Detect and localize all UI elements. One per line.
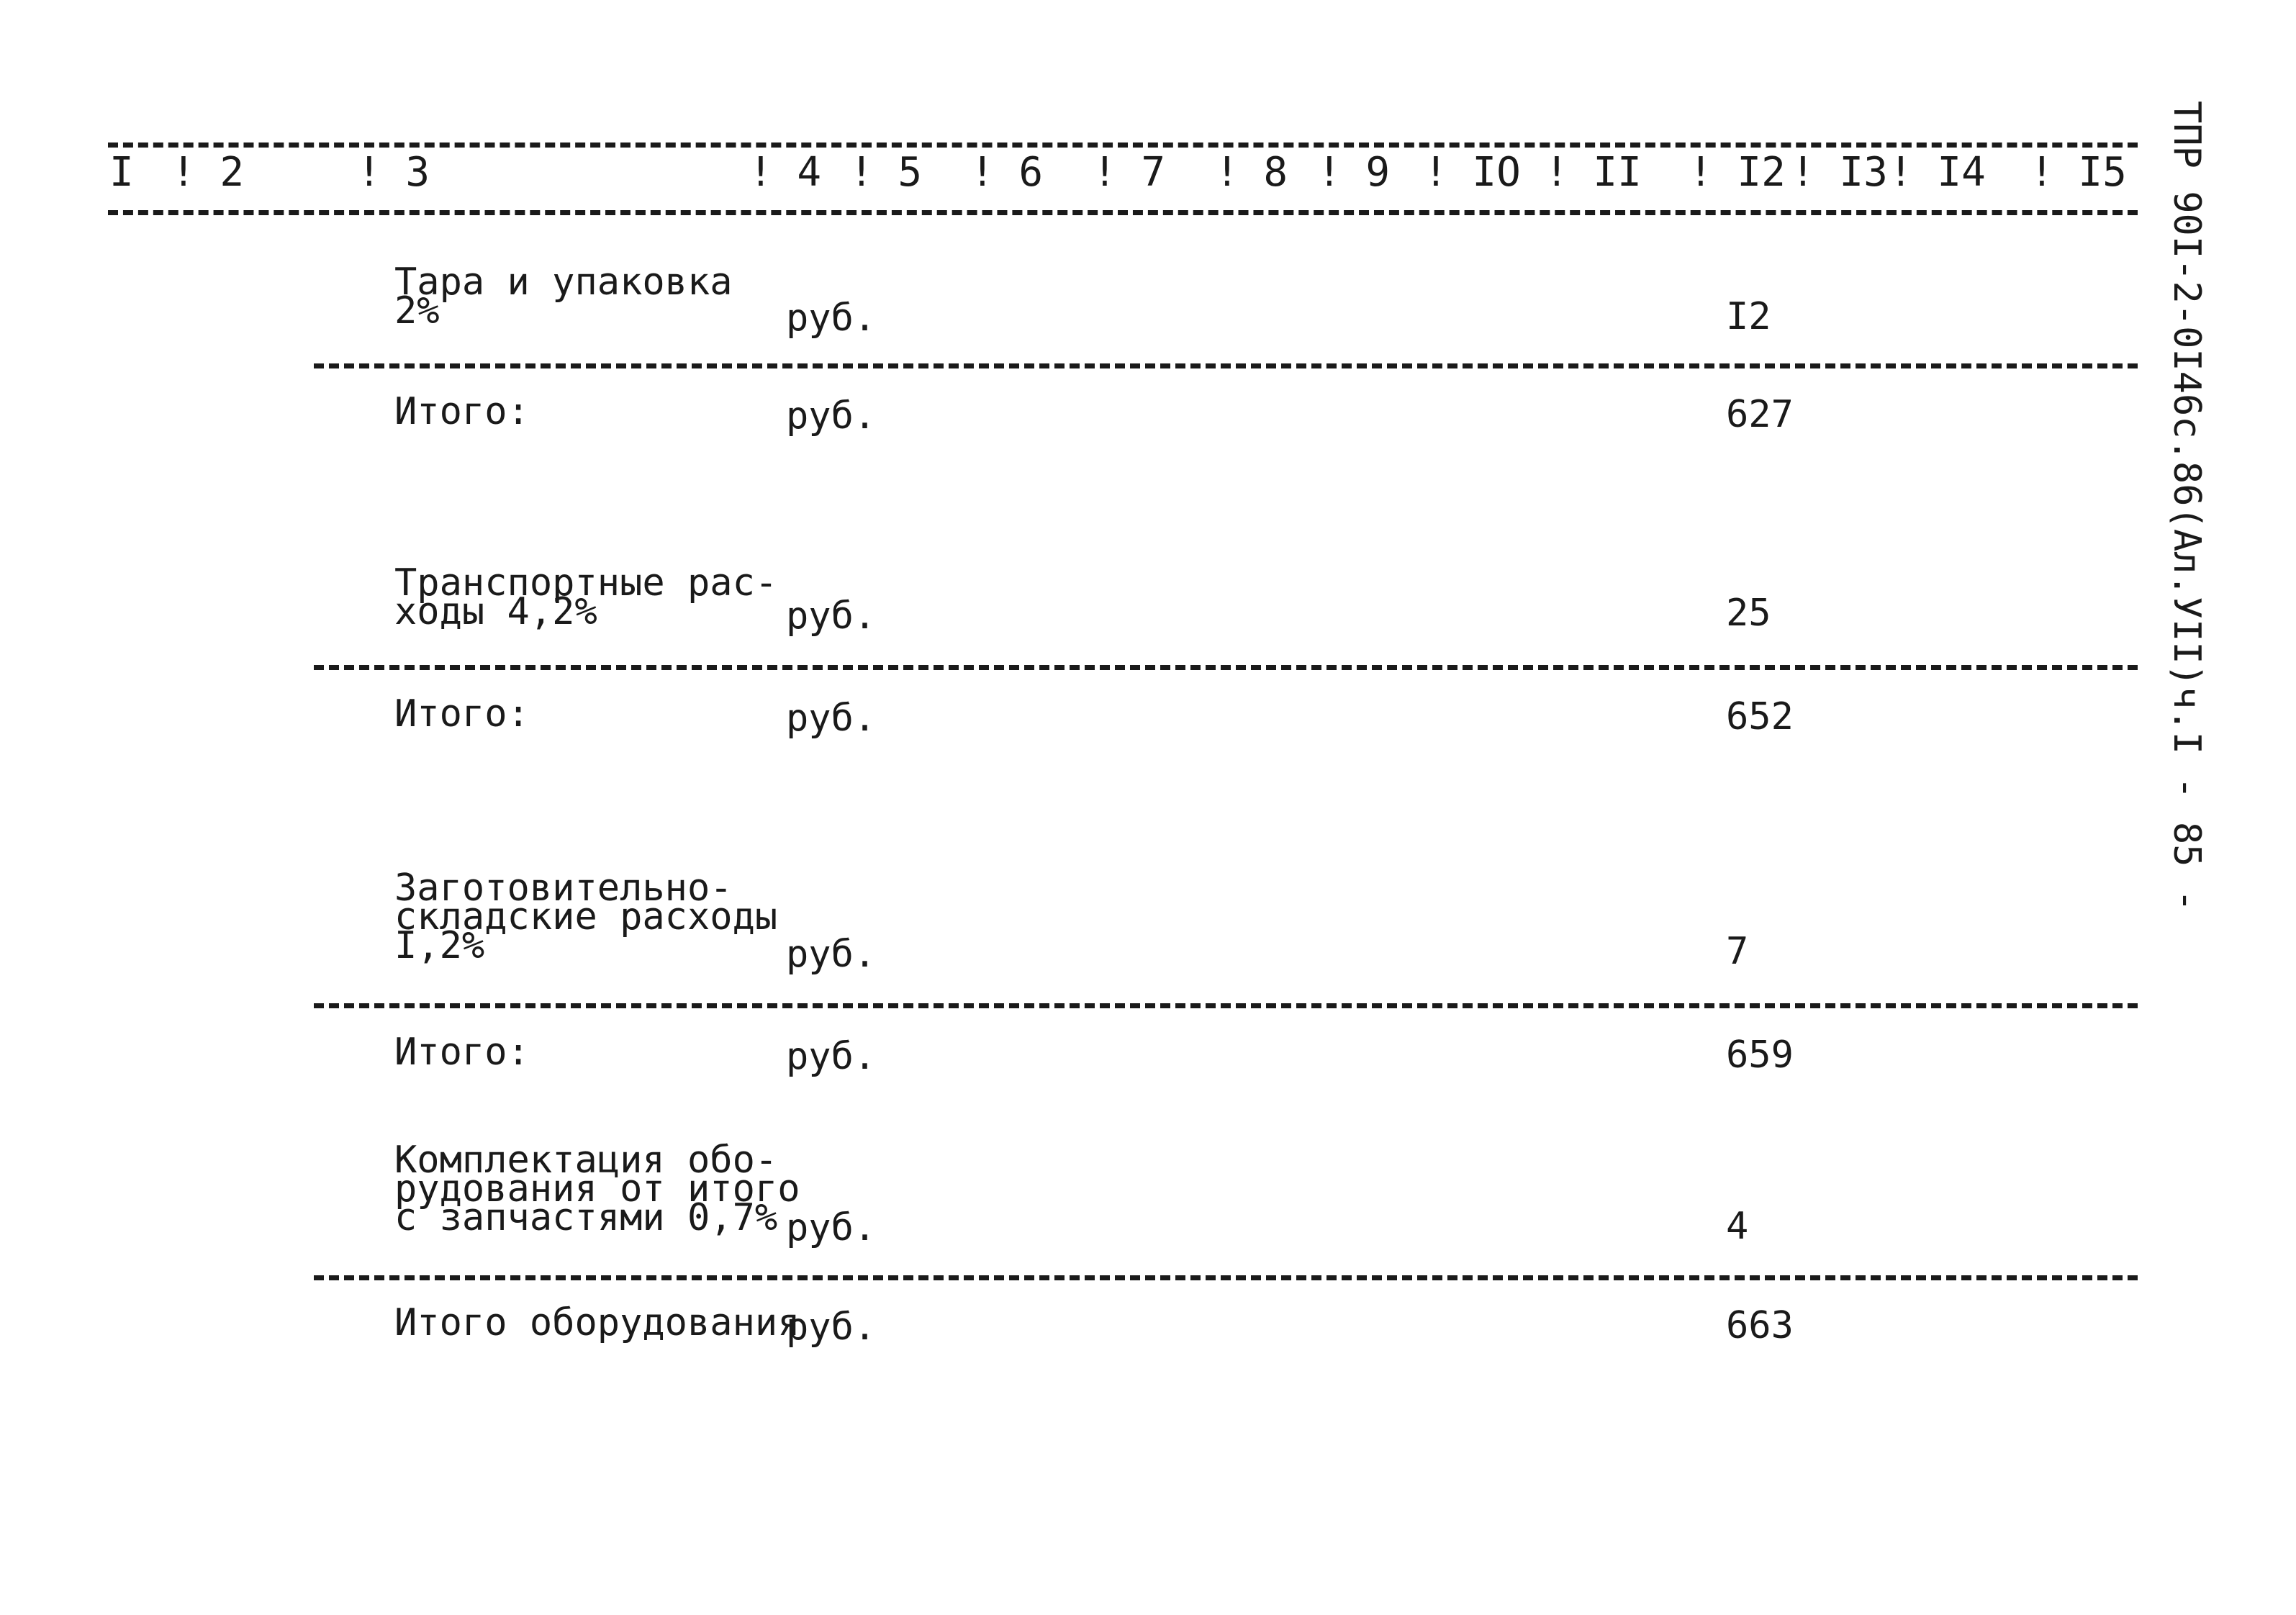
column-header-7: ! 7 (1093, 149, 1166, 196)
row-description-equipment-kit: Комплектация обо- рудования от итого с запчастями 0,7% (394, 1139, 800, 1239)
header-top-rule (108, 142, 2138, 148)
row-unit-packaging: руб. (786, 297, 877, 340)
column-header-15: ! I5 (2030, 149, 2127, 196)
row-value-subtotal-3: 659 (1726, 1033, 1794, 1077)
subtotal-rule-1 (314, 363, 2138, 368)
row-unit-transport: руб. (786, 594, 877, 638)
row-value-subtotal-2: 652 (1726, 695, 1794, 738)
column-header-3: ! 3 (357, 149, 430, 196)
row-unit-subtotal-3: руб. (786, 1035, 877, 1078)
column-header-5: ! 5 (849, 149, 923, 196)
row-description-packaging: Тара и упаковка 2% (394, 261, 733, 332)
row-unit-equipment-kit: руб. (786, 1206, 877, 1249)
column-header-6: ! 6 (970, 149, 1044, 196)
header-bottom-rule (108, 210, 2138, 215)
subtotal-rule-3 (314, 1003, 2138, 1008)
column-header-2: ! 2 (171, 149, 245, 196)
row-description-transport: Транспортные рас- ходы 4,2% (394, 561, 778, 633)
row-unit-subtotal-1: руб. (786, 394, 877, 438)
row-unit-equipment-total: руб. (786, 1306, 877, 1349)
row-description-subtotal-1: Итого: (394, 390, 530, 433)
column-header-10: ! IO (1424, 149, 1521, 196)
row-unit-subtotal-2: руб. (786, 697, 877, 740)
row-description-subtotal-3: Итого: (394, 1031, 530, 1074)
total-rule (314, 1275, 2138, 1280)
column-header-12: ! I2 (1689, 149, 1786, 196)
column-header-14: ! I4 (1889, 149, 1986, 196)
column-header-11: ! II (1545, 149, 1642, 196)
column-header-9: ! 9 (1317, 149, 1391, 196)
row-value-warehouse: 7 (1726, 930, 1749, 973)
subtotal-rule-2 (314, 665, 2138, 670)
row-unit-warehouse: руб. (786, 933, 877, 976)
row-description-subtotal-2: Итого: (394, 692, 530, 736)
column-header-1: I (109, 149, 134, 196)
column-header-13: ! I3 (1791, 149, 1888, 196)
row-value-equipment-kit: 4 (1726, 1205, 1749, 1248)
column-header-8: ! 8 (1215, 149, 1288, 196)
column-header-4: ! 4 (749, 149, 822, 196)
document-code-side-label: ТПР 90I-2-0I46с.86(Ал.УII)ч.I - 85 - (2165, 101, 2208, 913)
row-description-equipment-total: Итого оборудования (394, 1301, 800, 1344)
row-description-warehouse: Заготовительно- складские расходы I,2% (394, 867, 778, 967)
row-value-equipment-total: 663 (1726, 1304, 1794, 1347)
row-value-packaging: I2 (1726, 295, 1771, 338)
row-value-subtotal-1: 627 (1726, 393, 1794, 436)
row-value-transport: 25 (1726, 592, 1771, 635)
